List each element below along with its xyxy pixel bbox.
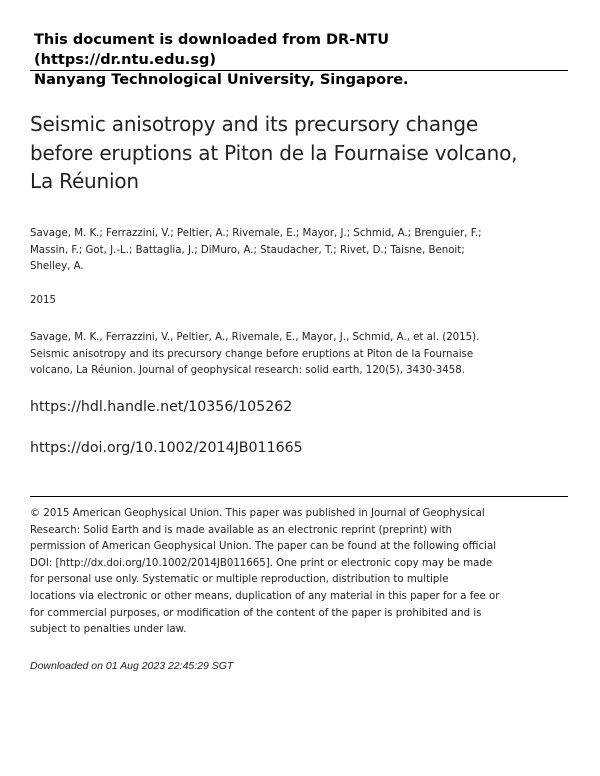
citation-line: volcano, La Réunion. Journal of geophysical research: solid earth, 120(5), 3430-3458. bbox=[30, 365, 465, 376]
copyright-line: subject to penalties under law. bbox=[30, 624, 187, 636]
title-line: La Réunion bbox=[30, 169, 139, 193]
copyright-line: permission of American Geophysical Union. The paper can be found at the following official bbox=[30, 541, 497, 553]
copyright-line: DOI: [http://dx.doi.org/10.1002/2014JB011665]. One print or electronic copy may be made bbox=[30, 557, 493, 569]
title-line: before eruptions at Piton de la Fournaise volcano, bbox=[30, 140, 518, 165]
copyright-notice bbox=[30, 506, 570, 639]
copyright-line: for commercial purposes, or modification of the content of the paper is prohibited and is bbox=[30, 607, 482, 619]
handle-link[interactable]: https://hdl.handle.net/10356/105262 bbox=[30, 399, 293, 415]
header-divider bbox=[30, 70, 568, 71]
author-list bbox=[30, 226, 570, 276]
citation-line: Savage, M. K., Ferrazzini, V., Peltier, A., Rivemale, E., Mayor, J., Schmid, A., et al. (2015). bbox=[30, 332, 480, 343]
author-line: Massin, F.; Got, J.-L.; Battaglia, J.; DiMuro, A.; Staudacher, T.; Rivet, D.; Taisne, Benoit; bbox=[30, 244, 465, 256]
publication-year: 2015 bbox=[30, 295, 56, 306]
doi-link[interactable]: https://doi.org/10.1002/2014JB011665 bbox=[30, 440, 303, 456]
download-timestamp: Downloaded on 01 Aug 2023 22:45:29 SGT bbox=[30, 660, 234, 672]
citation bbox=[30, 330, 570, 380]
repository-header bbox=[34, 30, 568, 90]
copyright-line: for personal use only. Systematic or multiple reproduction, distribution to multiple bbox=[30, 574, 449, 586]
copyright-line: Research: Solid Earth and is made available as an electronic reprint (preprint) with bbox=[30, 524, 453, 536]
copyright-divider bbox=[30, 496, 568, 497]
title-line: Seismic anisotropy and its precursory change bbox=[30, 112, 478, 136]
author-line: Savage, M. K.; Ferrazzini, V.; Peltier, A.; Rivemale, E.; Mayor, J.; Schmid, A.; Brenguier, F.; bbox=[30, 228, 482, 239]
citation-line: Seismic anisotropy and its precursory change before eruptions at Piton de la Fournaise bbox=[30, 348, 474, 360]
copyright-line: © 2015 American Geophysical Union. This paper was published in Journal of Geophysical bbox=[30, 508, 485, 519]
copyright-line: locations via electronic or other means, duplication of any material in this paper for a fee or bbox=[30, 590, 500, 602]
paper-title bbox=[30, 110, 550, 196]
header-institution-line: Nanyang Technological University, Singapore. bbox=[34, 72, 409, 88]
header-source-line: This document is downloaded from DR-NTU (https://dr.ntu.edu.sg) bbox=[34, 32, 390, 68]
author-line: Shelley, A. bbox=[30, 261, 84, 272]
